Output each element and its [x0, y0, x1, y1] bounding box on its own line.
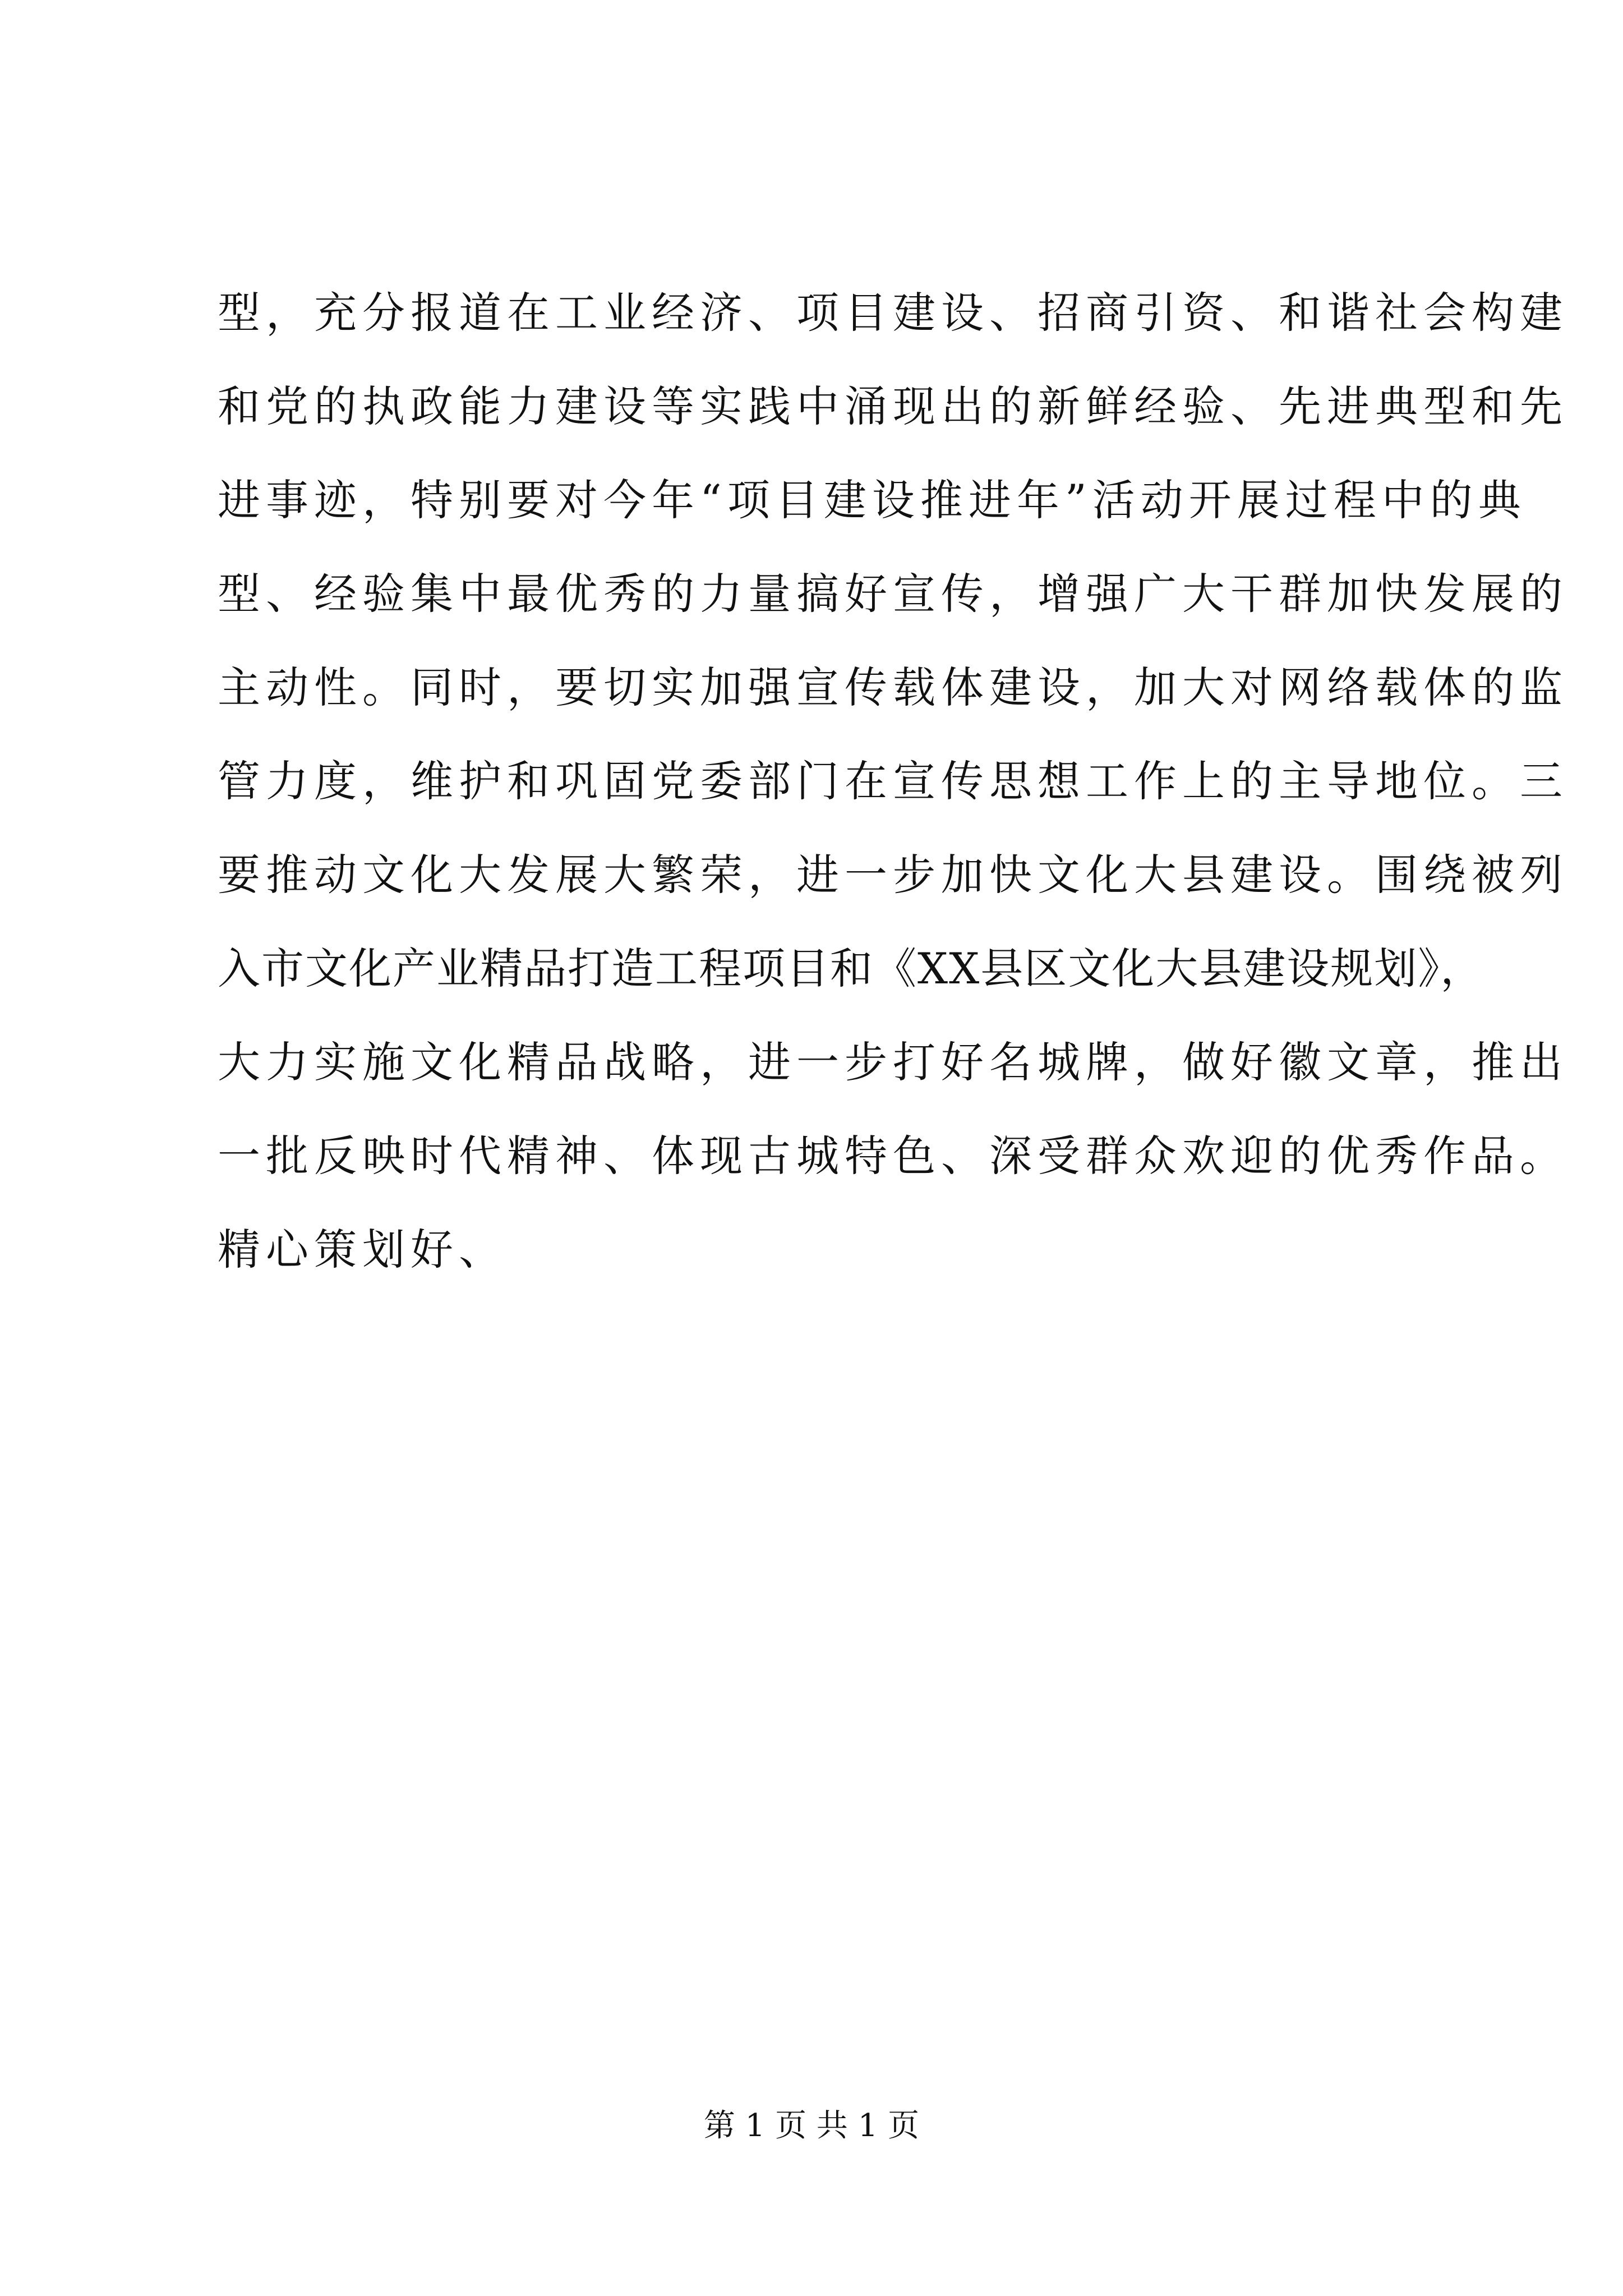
- text-line-6: 管力度，维护和巩固党委部门在宣传思想工作上的主导地位。三: [218, 756, 1568, 806]
- text-line-5: 主动性。同时，要切实加强宣传载体建设，加大对网络载体的监: [218, 662, 1568, 712]
- text-line-9: 大力实施文化精品战略，进一步打好名城牌，做好徽文章，推出: [218, 1037, 1568, 1087]
- text-line-3: 进事迹，特别要对今年“项目建设推进年”活动开展过程中的典: [218, 475, 1527, 525]
- text-line-2: 和党的执政能力建设等实践中涌现出的新鲜经验、先进典型和先: [218, 381, 1568, 431]
- text-line-11: 精心策划好、: [218, 1225, 507, 1274]
- text-line-10: 一批反映时代精神、体现古城特色、深受群众欢迎的优秀作品。: [218, 1131, 1568, 1181]
- page-footer: 第 1 页 共 1 页: [703, 2108, 920, 2144]
- text-line-7: 要推动文化大发展大繁荣，进一步加快文化大县建设。围绕被列: [218, 850, 1568, 900]
- text-line-4: 型、经验集中最优秀的力量搞好宣传，增强广大干群加快发展的: [218, 569, 1568, 619]
- text-line-8: 入市文化产业精品打造工程项目和《XX县区文化大县建设规划》，: [218, 944, 1484, 993]
- text-line-1: 型，充分报道在工业经济、项目建设、招商引资、和谐社会构建: [218, 288, 1568, 338]
- body-text: [218, 266, 1568, 1296]
